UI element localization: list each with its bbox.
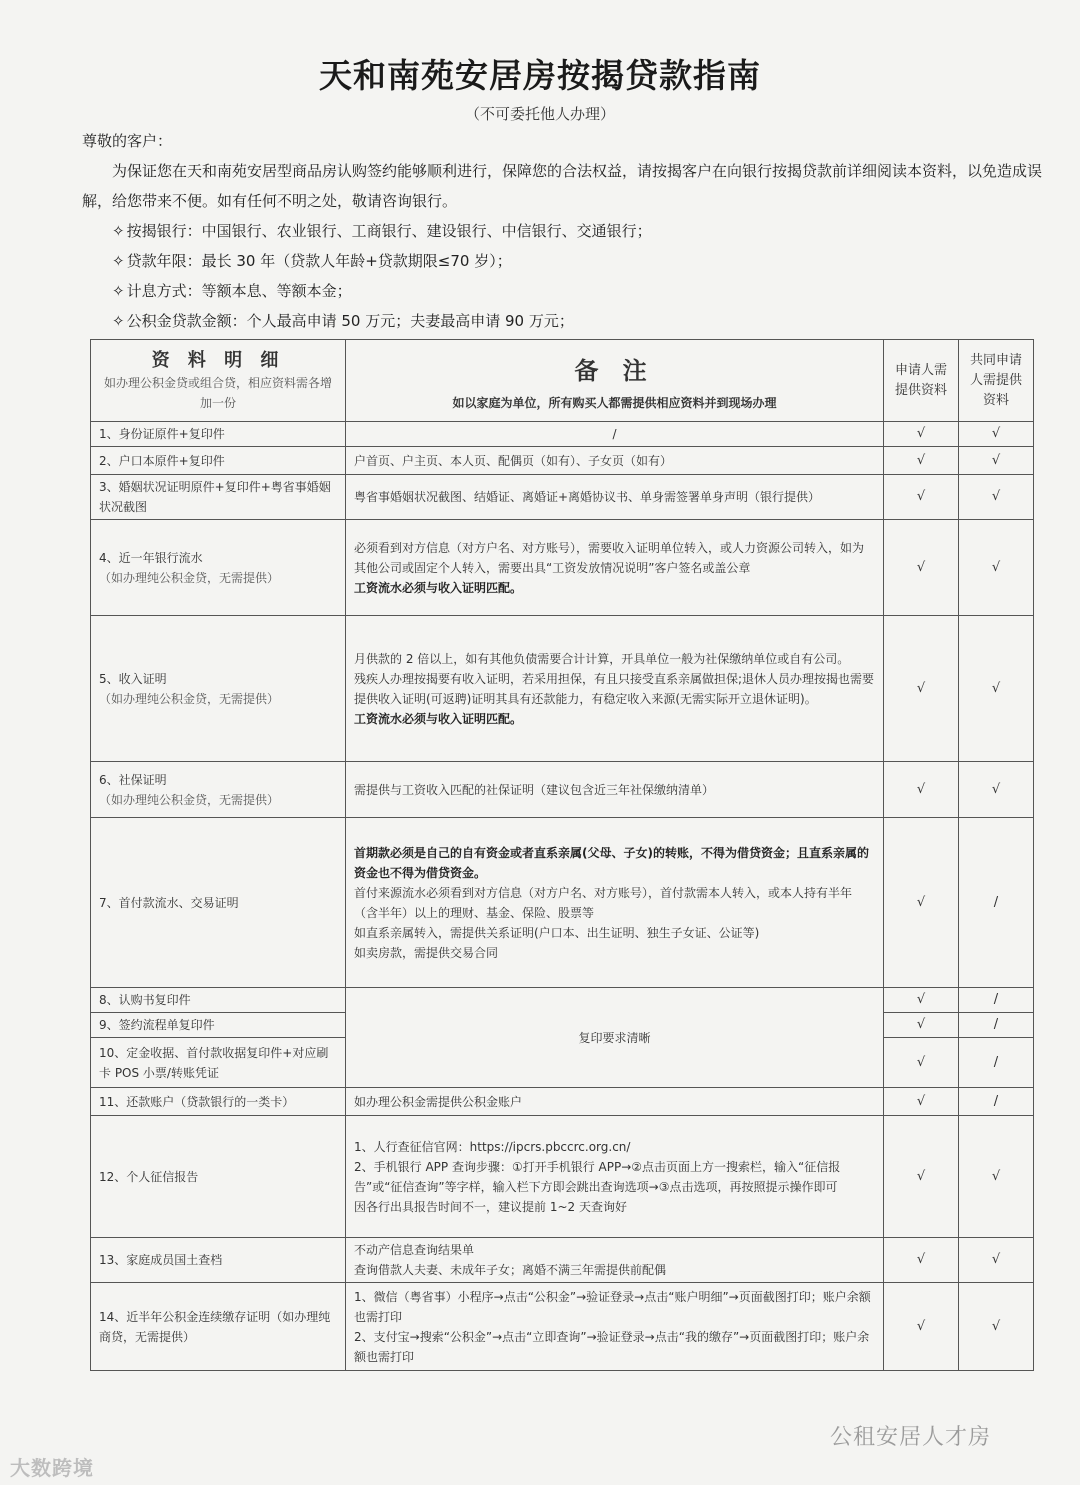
remark-cell bbox=[346, 447, 884, 475]
table-row bbox=[91, 616, 1034, 762]
material-item bbox=[91, 1088, 346, 1116]
co-applicant-mark: √ bbox=[959, 447, 1034, 475]
remark-cell bbox=[346, 616, 884, 762]
applicant-mark: √ bbox=[884, 1038, 959, 1088]
co-applicant-mark: √ bbox=[959, 422, 1034, 447]
intro-section bbox=[82, 126, 1062, 336]
material-item bbox=[91, 1238, 346, 1283]
co-applicant-mark: √ bbox=[959, 616, 1034, 762]
remark-cell bbox=[346, 818, 884, 988]
co-applicant-mark: √ bbox=[959, 1238, 1034, 1283]
table-row bbox=[91, 988, 1034, 1013]
material-item-label: 3、婚姻状况证明原件+复印件+粤省事婚姻状况截图 bbox=[99, 480, 331, 514]
bullet-interest: ✧ 计息方式：等额本息、等额本金； bbox=[112, 282, 352, 300]
remark-line: 不动产信息查询结果单 bbox=[354, 1243, 475, 1257]
material-item-label: 11、还款账户（贷款银行的一类卡） bbox=[99, 1094, 295, 1109]
material-item-sub: （如办理纯公积金贷，无需提供） bbox=[99, 792, 280, 807]
applicant-mark: √ bbox=[884, 818, 959, 988]
material-item-label: 14、近半年公积金连续缴存证明（如办理纯商贷，无需提供） bbox=[99, 1309, 331, 1344]
co-applicant-mark: √ bbox=[959, 762, 1034, 818]
material-item-label: 7、首付款流水、交易证明 bbox=[99, 895, 239, 910]
material-item bbox=[91, 616, 346, 762]
material-item bbox=[91, 422, 346, 447]
remark-line: 工资流水必须与收入证明匹配。 bbox=[354, 580, 523, 595]
co-applicant-mark: / bbox=[959, 1013, 1034, 1038]
greeting: 尊敬的客户： bbox=[82, 132, 173, 150]
co-applicant-mark: √ bbox=[959, 1283, 1034, 1371]
remark-line: 需提供与工资收入匹配的社保证明（建议包含近三年社保缴纳清单） bbox=[354, 782, 715, 797]
watermark-left: 大数跨境 bbox=[10, 1456, 94, 1480]
applicant-mark: √ bbox=[884, 1013, 959, 1038]
remark-line: 2、支付宝→搜索“公积金”→点击“立即查询”→验证登录→点击“我的缴存”→页面截图打印；账户余额也需打印 bbox=[354, 1329, 870, 1364]
applicant-mark: √ bbox=[884, 1088, 959, 1116]
remark-line: 如卖房款，需提供交易合同 bbox=[354, 945, 499, 960]
co-applicant-mark: / bbox=[959, 988, 1034, 1013]
material-item bbox=[91, 818, 346, 988]
material-item bbox=[91, 520, 346, 616]
bullet-term: ✧ 贷款年限：最长 30 年（贷款人年龄+贷款期限≤70 岁）； bbox=[112, 252, 512, 270]
applicant-mark: √ bbox=[884, 520, 959, 616]
material-item-label: 13、家庭成员国土查档 bbox=[99, 1253, 223, 1267]
header-materials: 资 料 明 细 如办理公积金贷或组合贷，相应资料需各增加一份 bbox=[91, 340, 346, 422]
applicant-mark: √ bbox=[884, 447, 959, 475]
header-applicant: 申请人需提供资料 bbox=[884, 340, 959, 422]
material-item bbox=[91, 762, 346, 818]
material-item: 9、签约流程单复印件 bbox=[91, 1013, 346, 1038]
remark-cell bbox=[346, 475, 884, 520]
remark-cell bbox=[346, 520, 884, 616]
table-row bbox=[91, 762, 1034, 818]
document-title: 天和南苑安居房按揭贷款指南 bbox=[319, 56, 761, 95]
remark-line: / bbox=[612, 427, 617, 441]
material-item bbox=[91, 1283, 346, 1371]
applicant-mark: √ bbox=[884, 1238, 959, 1283]
remark-cell bbox=[346, 1238, 884, 1283]
table-row bbox=[91, 447, 1034, 475]
remark-line: 首期款必须是自己的自有资金或者直系亲属(父母、子女)的转账，不得为借贷资金；且直系亲属的资金也不得为借贷资金。 bbox=[354, 845, 869, 880]
bullet-fund-amount: ✧ 公积金贷款金额：个人最高申请 50 万元；夫妻最高申请 90 万元； bbox=[112, 312, 574, 330]
table-row bbox=[91, 1088, 1034, 1116]
table-row bbox=[91, 1283, 1034, 1371]
remark-line: 残疾人办理按揭要有收入证明，若采用担保，有且只接受直系亲属做担保;退休人员办理按揭也需要提供收入证明(可返聘)证明其具有还款能力，有稳定收入来源(无需实际开立退休证明)。 bbox=[354, 671, 875, 706]
remark-cell bbox=[346, 1088, 884, 1116]
remark-line: 工资流水必须与收入证明匹配。 bbox=[354, 711, 523, 726]
applicant-mark: √ bbox=[884, 762, 959, 818]
material-item-label: 5、收入证明 bbox=[99, 671, 167, 686]
remark-cell bbox=[346, 1283, 884, 1371]
requirements-table bbox=[90, 339, 1034, 1371]
remark-line: 月供款的 2 倍以上，如有其他负债需要合计计算，开具单位一般为社保缴纳单位或自有公司。 bbox=[354, 651, 850, 666]
bullet-banks: ✧ 按揭银行：中国银行、农业银行、工商银行、建设银行、中信银行、交通银行； bbox=[112, 222, 652, 240]
material-item-label: 1、身份证原件+复印件 bbox=[99, 427, 225, 441]
applicant-mark: √ bbox=[884, 422, 959, 447]
table-row bbox=[91, 1116, 1034, 1238]
material-item-label: 6、社保证明 bbox=[99, 772, 167, 787]
material-item-label: 12、个人征信报告 bbox=[99, 1169, 199, 1184]
remark-cell bbox=[346, 1116, 884, 1238]
co-applicant-mark: / bbox=[959, 1088, 1034, 1116]
remark-cell-copy-clear: 复印要求清晰 bbox=[346, 988, 884, 1088]
applicant-mark: √ bbox=[884, 1283, 959, 1371]
material-item-sub: （如办理纯公积金贷，无需提供） bbox=[99, 691, 280, 706]
material-item: 8、认购书复印件 bbox=[91, 988, 346, 1013]
applicant-mark: √ bbox=[884, 475, 959, 520]
table-row bbox=[91, 818, 1034, 988]
material-item-label: 4、近一年银行流水 bbox=[99, 550, 203, 565]
material-item bbox=[91, 475, 346, 520]
applicant-mark: √ bbox=[884, 1116, 959, 1238]
remark-line: 户首页、户主页、本人页、配偶页（如有）、子女页（如有） bbox=[354, 453, 673, 468]
watermark-right: 公租安居人才房 bbox=[830, 1425, 992, 1450]
co-applicant-mark: / bbox=[959, 1038, 1034, 1088]
applicant-mark: √ bbox=[884, 616, 959, 762]
table-row bbox=[91, 520, 1034, 616]
remark-line: 1、微信（粤省事）小程序→点击“公积金”→验证登录→点击“账户明细”→页面截图打印；账户余额也需打印 bbox=[354, 1289, 871, 1324]
co-applicant-mark: √ bbox=[959, 475, 1034, 520]
material-item: 10、定金收据、首付款收据复印件+对应刷卡 POS 小票/转账凭证 bbox=[91, 1038, 346, 1088]
diamond-bullet-icon: ✧ bbox=[112, 222, 125, 240]
remark-line: 查询借款人夫妻、未成年子女；离婚不满三年需提供前配偶 bbox=[354, 1263, 667, 1277]
intro-paragraph: 为保证您在天和南苑安居型商品房认购签约能够顺利进行，保障您的合法权益，请按揭客户在向银行按揭贷款前详细阅读本资料，以免造成误解，给您带来不便。如有任何不明之处，敬请咨询银行。 bbox=[82, 162, 1043, 210]
remark-cell bbox=[346, 422, 884, 447]
diamond-bullet-icon: ✧ bbox=[112, 252, 125, 270]
diamond-bullet-icon: ✧ bbox=[112, 282, 125, 300]
material-item bbox=[91, 1116, 346, 1238]
co-applicant-mark: √ bbox=[959, 520, 1034, 616]
remark-line: 如办理公积金需提供公积金账户 bbox=[354, 1094, 523, 1109]
remark-line: 必须看到对方信息（对方户名、对方账号），需要收入证明单位转入，或人力资源公司转入，如为其他公司或固定个人转入，需要出具“工资发放情况说明”客户签名或盖公章 bbox=[354, 540, 865, 575]
header-co-applicant: 共同申请人需提供资料 bbox=[959, 340, 1034, 422]
remark-line: 首付来源流水必须看到对方信息（对方户名、对方账号），首付款需本人转入，或本人持有半年（含半年）以上的理财、基金、保险、股票等 bbox=[354, 885, 853, 920]
header-remarks: 备 注 如以家庭为单位，所有购买人都需提供相应资料并到现场办理 bbox=[346, 340, 884, 422]
material-item bbox=[91, 447, 346, 475]
remark-cell bbox=[346, 762, 884, 818]
table-row bbox=[91, 1238, 1034, 1283]
co-applicant-mark: / bbox=[959, 818, 1034, 988]
document-subtitle: （不可委托他人办理） bbox=[464, 105, 615, 123]
remark-line: 如直系亲属转入，需提供关系证明(户口本、出生证明、独生子女证、公证等) bbox=[354, 925, 760, 940]
remark-line: 1、人行查征信官网：https://ipcrs.pbccrc.org.cn/ bbox=[354, 1139, 631, 1154]
table-row bbox=[91, 475, 1034, 520]
co-applicant-mark: √ bbox=[959, 1116, 1034, 1238]
material-item-label: 2、户口本原件+复印件 bbox=[99, 453, 225, 468]
remark-line: 粤省事婚姻状况截图、结婚证、离婚证+离婚协议书、单身需签署单身声明（银行提供） bbox=[354, 490, 821, 504]
table-header-row bbox=[91, 340, 1034, 422]
table-row bbox=[91, 422, 1034, 447]
diamond-bullet-icon: ✧ bbox=[112, 312, 125, 330]
remark-line: 因各行出具报告时间不一，建议提前 1~2 天查询好 bbox=[354, 1199, 627, 1214]
applicant-mark: √ bbox=[884, 988, 959, 1013]
remark-line: 2、手机银行 APP 查询步骤：①打开手机银行 APP→②点击页面上方一搜索栏，输入“征信报告”或“征信查询”等字样，输入栏下方即会跳出查询选项→③点击选项，再按照提示操作即可 bbox=[354, 1159, 841, 1194]
material-item-sub: （如办理纯公积金贷，无需提供） bbox=[99, 570, 280, 585]
